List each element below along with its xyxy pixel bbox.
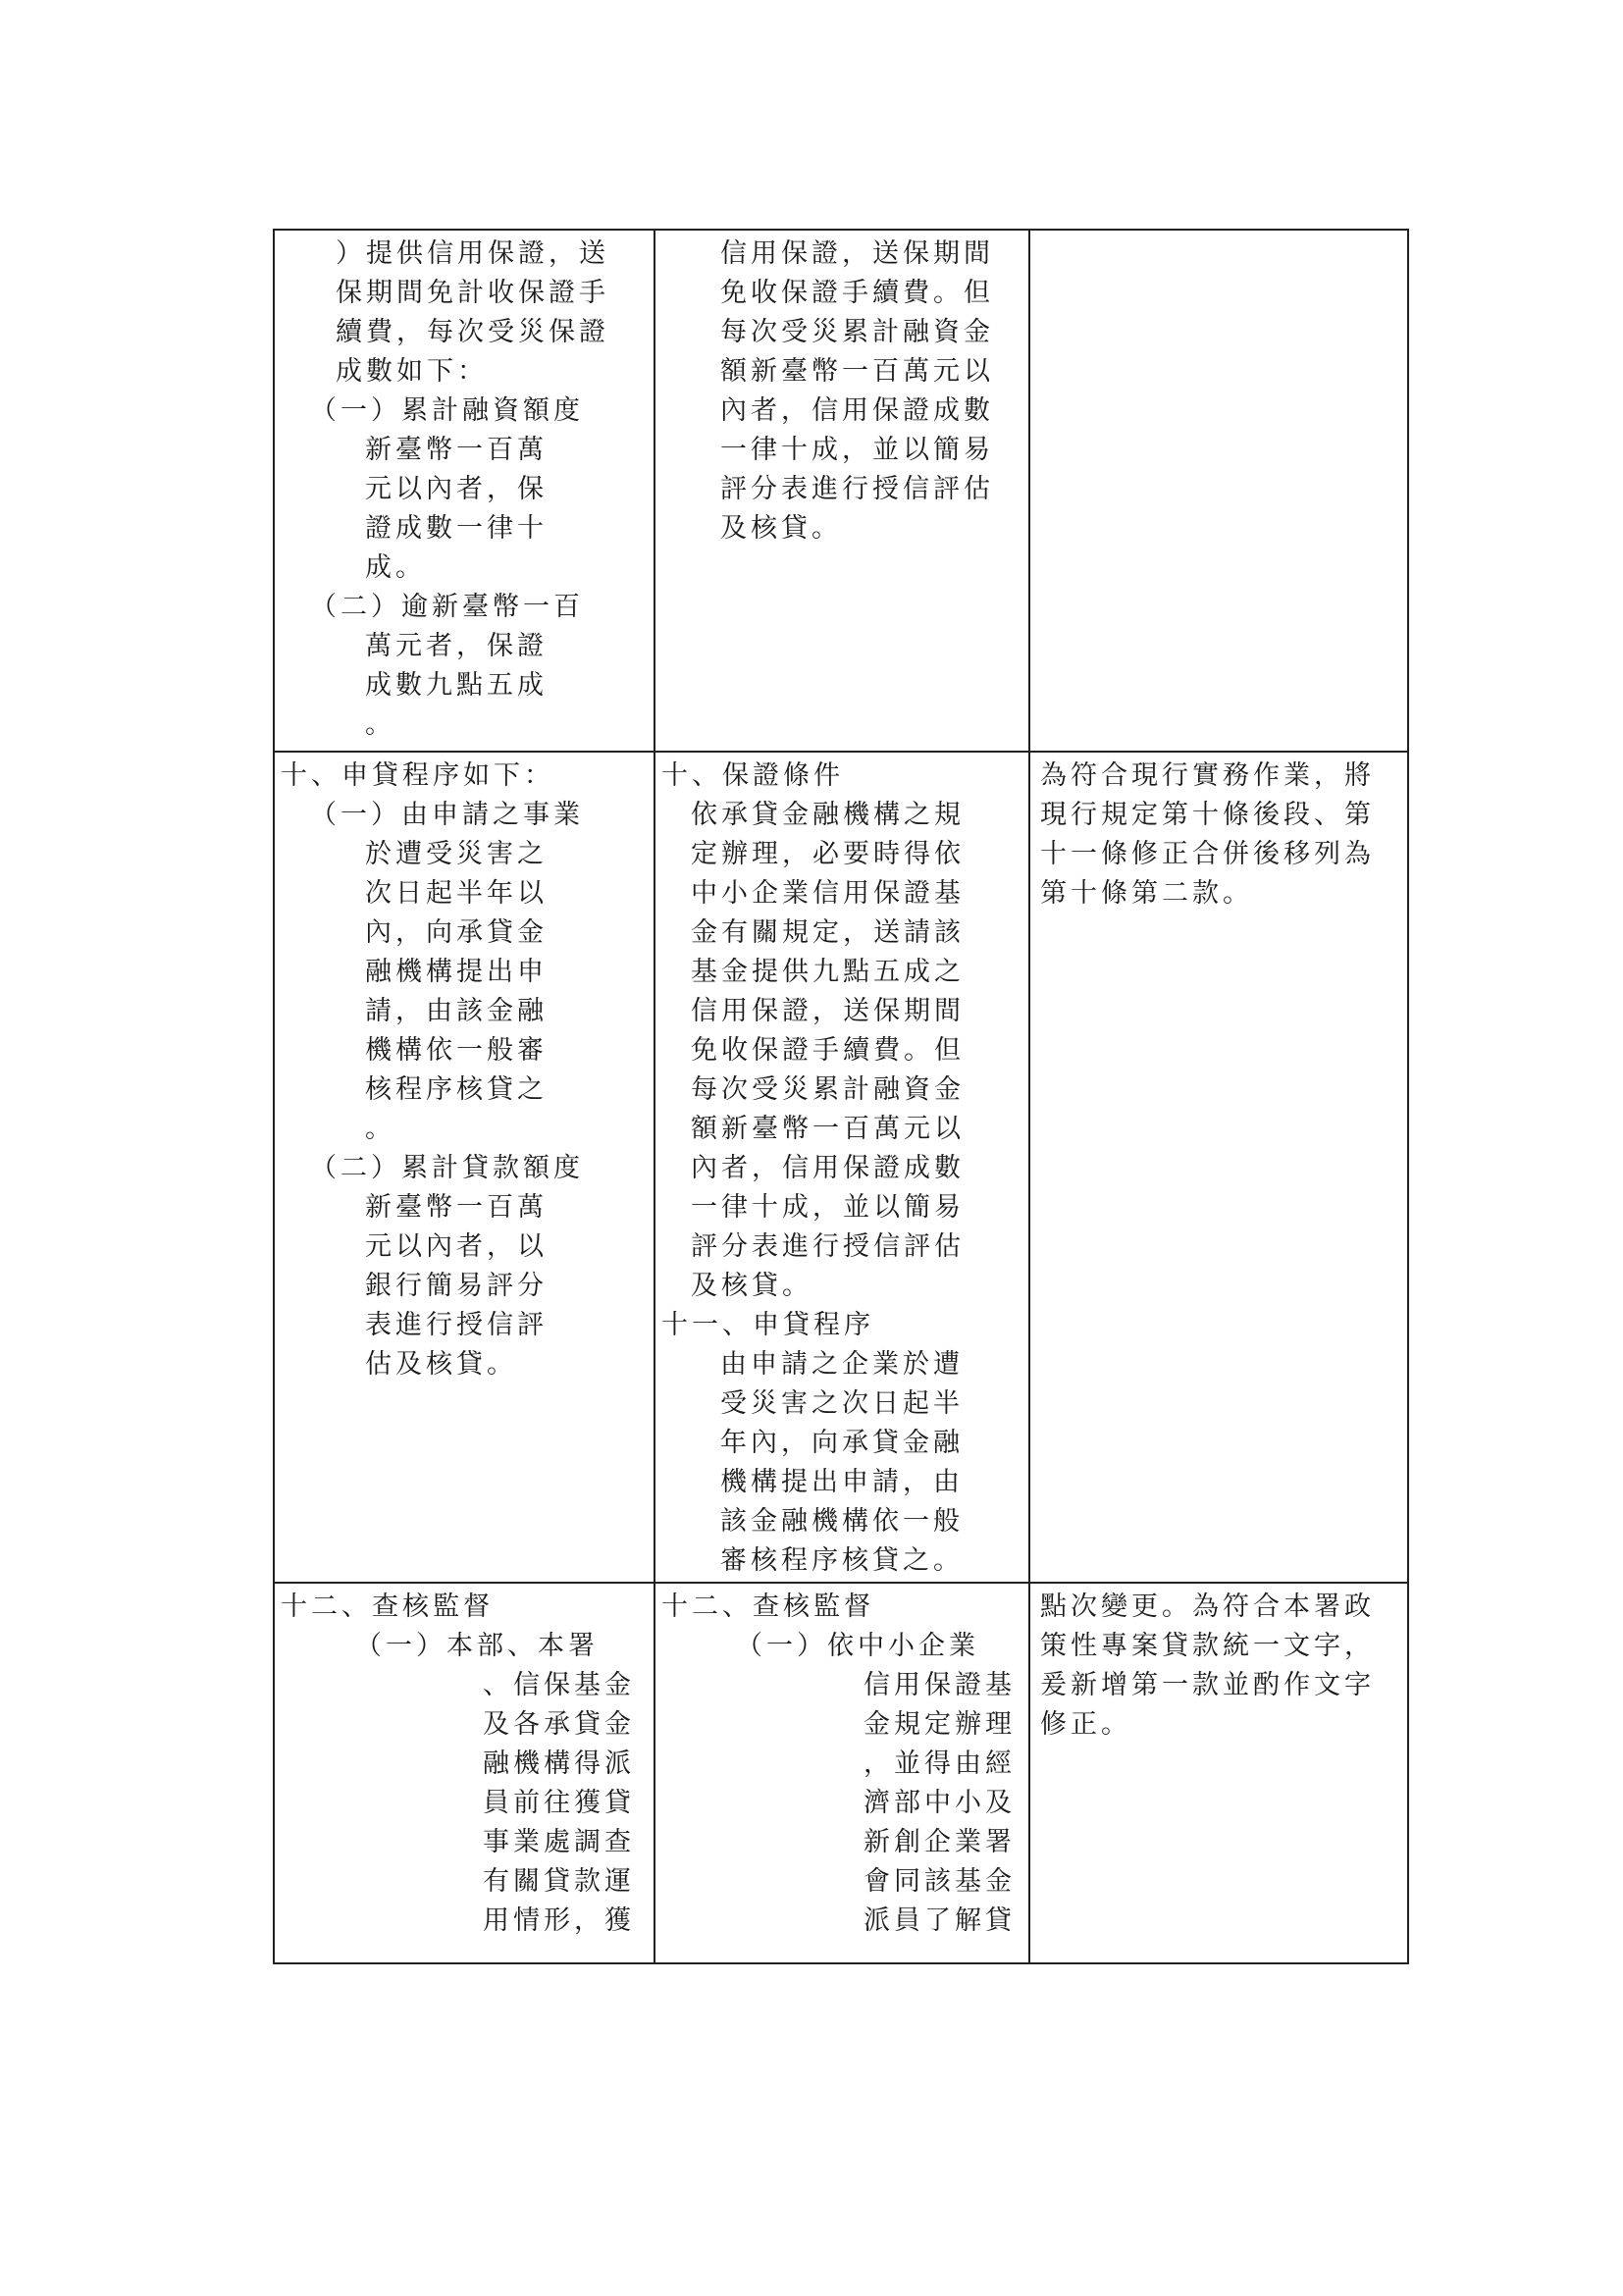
provision-line: 額新臺幣一百萬元以 bbox=[691, 1114, 965, 1144]
explanation-text: 為符合現行實務作業，將現行規定第十條後段、第十一條修正合併後移列為第十條第二款。 bbox=[1040, 760, 1375, 909]
provision-line: 濟部中小及 bbox=[864, 1788, 1016, 1818]
provision-line: 十二、查核監督 bbox=[661, 1592, 874, 1622]
current-provision-cell bbox=[654, 752, 1029, 1583]
provision-line: 一律十成，並以簡易 bbox=[691, 1192, 965, 1223]
provision-line: 機構提出申請，由 bbox=[720, 1467, 964, 1497]
provision-line: 中小企業信用保證基 bbox=[691, 878, 965, 909]
provision-line: 。 bbox=[365, 709, 395, 740]
provision-line: ）提供信用保證，送 bbox=[336, 238, 609, 269]
table-row bbox=[274, 752, 1408, 1583]
provision-line: 保期間免計收保證手 bbox=[336, 278, 609, 308]
provision-line: 每次受災累計融資金 bbox=[720, 317, 994, 347]
provision-line: 、信保基金 bbox=[483, 1670, 635, 1700]
provision-line: 十二、查核監督 bbox=[281, 1592, 494, 1622]
provision-line: （一）本部、本署 bbox=[355, 1631, 599, 1661]
provision-line: 融機構提出申 bbox=[365, 957, 548, 987]
provision-line: 估及核貸。 bbox=[365, 1349, 517, 1380]
new-provision-cell bbox=[274, 1583, 654, 1963]
provision-line: 受災害之次日起半 bbox=[720, 1388, 964, 1419]
explanation-text: 點次變更。為符合本署政策性專案貸款統一文字，爰新增第一款並酌作文字修正。 bbox=[1040, 1592, 1375, 1740]
provision-line: 信用保證基 bbox=[864, 1670, 1016, 1700]
provision-line: 派員了解貸 bbox=[864, 1905, 1016, 1936]
provision-line: 融機構得派 bbox=[483, 1748, 635, 1779]
provision-line: ，並得由經 bbox=[864, 1748, 1016, 1779]
explanation-cell bbox=[1029, 1583, 1408, 1963]
provision-line: 成數九點五成 bbox=[365, 670, 548, 701]
provision-line: 金規定辦理 bbox=[864, 1709, 1016, 1740]
provision-line: 基金提供九點五成之 bbox=[691, 957, 965, 987]
provision-line: 每次受災累計融資金 bbox=[691, 1074, 965, 1105]
provision-line: 萬元者，保證 bbox=[365, 631, 548, 661]
provision-line: 證成數一律十 bbox=[365, 513, 548, 544]
explanation-cell bbox=[1029, 752, 1408, 1583]
explanation-text bbox=[1030, 231, 1407, 235]
provision-line: 信用保證，送保期間 bbox=[720, 238, 994, 269]
provision-line: 有關貸款運 bbox=[483, 1866, 635, 1897]
provision-line: （二）逾新臺幣一百 bbox=[310, 592, 584, 622]
provision-line: 會同該基金 bbox=[864, 1866, 1016, 1897]
provision-line: 及核貸。 bbox=[720, 513, 842, 544]
provision-line: 評分表進行授信評估 bbox=[691, 1231, 965, 1262]
provision-line: 及核貸。 bbox=[691, 1271, 812, 1301]
provision-line: 依承貸金融機構之規 bbox=[691, 800, 965, 830]
provision-line: 審核程序核貸之。 bbox=[720, 1545, 964, 1576]
provision-line: 新臺幣一百萬 bbox=[365, 1192, 548, 1223]
new-provision-cell bbox=[274, 230, 654, 752]
provision-line: 十、保證條件 bbox=[661, 760, 844, 791]
provision-line: 年內，向承貸金融 bbox=[720, 1428, 964, 1458]
provision-line: 請，由該金融 bbox=[365, 996, 548, 1026]
provision-line: 新創企業署 bbox=[864, 1827, 1016, 1857]
provision-line: 事業處調查 bbox=[483, 1827, 635, 1857]
provision-line: 十一、申貸程序 bbox=[661, 1310, 874, 1340]
provision-line: （一）由申請之事業 bbox=[310, 800, 584, 830]
provision-line: 成。 bbox=[365, 552, 426, 583]
provision-line: （一）累計融資額度 bbox=[310, 395, 584, 426]
provision-line: 定辦理，必要時得依 bbox=[691, 839, 965, 869]
provision-line: 表進行授信評 bbox=[365, 1310, 548, 1340]
comparison-table bbox=[273, 229, 1409, 1964]
provision-line: 成數如下： bbox=[336, 356, 488, 387]
provision-line: 信用保證，送保期間 bbox=[691, 996, 965, 1026]
provision-line: 及各承貸金 bbox=[483, 1709, 635, 1740]
new-provision-cell bbox=[274, 752, 654, 1583]
table-row bbox=[274, 1583, 1408, 1963]
provision-line: 該金融機構依一般 bbox=[720, 1506, 964, 1537]
provision-line: 。 bbox=[365, 1114, 395, 1144]
provision-line: 由申請之企業於遭 bbox=[720, 1349, 964, 1380]
provision-line: 核程序核貸之 bbox=[365, 1074, 548, 1105]
provision-line: 免收保證手續費。但 bbox=[691, 1035, 965, 1066]
provision-line: 員前往獲貸 bbox=[483, 1788, 635, 1818]
provision-line: 內，向承貸金 bbox=[365, 917, 548, 948]
explanation-cell bbox=[1029, 230, 1408, 752]
provision-line: 次日起半年以 bbox=[365, 878, 548, 909]
provision-line: 一律十成，並以簡易 bbox=[720, 435, 994, 465]
provision-line: 內者，信用保證成數 bbox=[691, 1153, 965, 1183]
provision-line: 機構依一般審 bbox=[365, 1035, 548, 1066]
current-provision-cell bbox=[654, 1583, 1029, 1963]
current-provision-cell bbox=[654, 230, 1029, 752]
provision-line: （一）依中小企業 bbox=[736, 1631, 979, 1661]
provision-line: 元以內者，保 bbox=[365, 474, 548, 504]
provision-line: 於遭受災害之 bbox=[365, 839, 548, 869]
provision-line: 十、申貸程序如下： bbox=[281, 760, 554, 791]
provision-line: 額新臺幣一百萬元以 bbox=[720, 356, 994, 387]
provision-line: 內者，信用保證成數 bbox=[720, 395, 994, 426]
provision-line: 元以內者，以 bbox=[365, 1231, 548, 1262]
provision-line: （二）累計貸款額度 bbox=[310, 1153, 584, 1183]
provision-line: 用情形，獲 bbox=[483, 1905, 635, 1936]
provision-line: 新臺幣一百萬 bbox=[365, 435, 548, 465]
provision-line: 金有關規定，送請該 bbox=[691, 917, 965, 948]
provision-line: 續費，每次受災保證 bbox=[336, 317, 609, 347]
provision-line: 評分表進行授信評估 bbox=[720, 474, 994, 504]
provision-line: 免收保證手續費。但 bbox=[720, 278, 994, 308]
table-row bbox=[274, 230, 1408, 752]
provision-line: 銀行簡易評分 bbox=[365, 1271, 548, 1301]
